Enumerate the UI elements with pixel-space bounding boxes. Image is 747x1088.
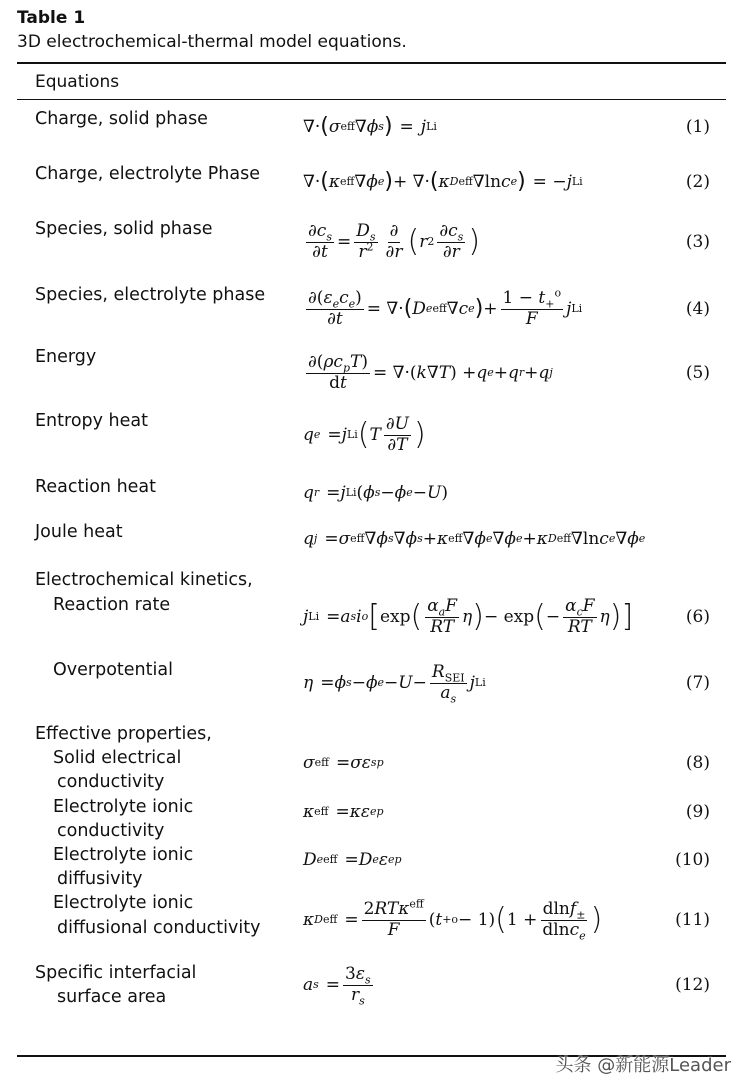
- equation-number-2: (2): [685, 172, 710, 192]
- table-title: Table 1: [17, 8, 86, 28]
- top-rule: [17, 62, 726, 64]
- header-rule: [17, 99, 726, 100]
- equation-5: $\frac{\partial(\rho c_pT)}{dt}$ = ∇·( k ∇ T ) + q e + q r + q j: [308, 351, 553, 393]
- equation-reaction-heat: q r = j Li ( ϕ s − ϕ e − U ): [303, 483, 448, 503]
- label-electrolyte-ionic-diffusivity: Electrolyte ionic: [53, 845, 194, 865]
- equation-number-3: (3): [685, 232, 710, 252]
- label-electrochemical-kinetics: Electrochemical kinetics,: [35, 570, 253, 590]
- label-reaction-rate: Reaction rate: [53, 595, 171, 615]
- equation-number-5: (5): [685, 363, 710, 383]
- label-electrolyte-ionic-diffusional: Electrolyte ionic: [53, 893, 194, 913]
- equation-1: ∇· ( σ eff ∇ ϕ s ) = j Li: [303, 114, 437, 139]
- equation-2: ∇· ( κ eff ∇ ϕ e ) + ∇· ( κ D eff ∇ln c e ) = − j Li: [303, 169, 583, 194]
- equation-8: σ eff = σε s p: [303, 753, 384, 773]
- equation-number-4: (4): [685, 299, 710, 319]
- equation-joule-heat: q j = σ eff ∇ ϕ s ∇ ϕ s + κ eff ∇ ϕ e ∇ ϕ e + κ D eff ∇ln c e ∇ ϕ e: [303, 529, 646, 549]
- label-entropy-heat: Entropy heat: [35, 411, 148, 431]
- label-electrolyte-ionic-conductivity-2: conductivity: [57, 821, 165, 841]
- label-species-electrolyte: Species, electrolyte phase: [35, 285, 266, 305]
- label-energy: Energy: [35, 347, 97, 367]
- equation-entropy-heat: q e = j Li ( T $\frac{\partial U}{\partial T}$ ): [303, 413, 426, 455]
- watermark: 头条 @新能源Leader: [555, 1055, 731, 1076]
- equation-12: a s = $\frac{3\varepsilon_s}{r_s}$: [303, 963, 371, 1007]
- label-electrolyte-ionic-conductivity: Electrolyte ionic: [53, 797, 194, 817]
- equation-10: D e eff = D e ε e p: [303, 850, 402, 870]
- column-header: Equations: [35, 72, 120, 92]
- label-overpotential: Overpotential: [53, 660, 173, 680]
- equation-3: $\frac{\partial c_s}{\partial t}$ = $\frac{D_s}{r^2}$ $\frac{\partial}{\partial r}$ ( r 2 $\frac{\partial c_s}{\partial r}$ ): [308, 220, 481, 262]
- equation-number-6: (6): [685, 607, 710, 627]
- equation-number-7: (7): [685, 673, 710, 693]
- label-specific-interfacial-2: surface area: [57, 987, 167, 1007]
- equation-11: κ D eff = $\frac{2RT\kappa^{eff}}{F}$ ( t + o − 1) ( 1 + $\frac{dlnf_\pm}{dlnc_e}$ ): [303, 897, 603, 942]
- equation-9: κ eff = κε e p: [303, 802, 384, 822]
- label-charge-electrolyte: Charge, electrolyte Phase: [35, 164, 260, 184]
- label-solid-electrical: Solid electrical: [53, 748, 182, 768]
- label-electrolyte-ionic-diffusivity-2: diffusivity: [57, 869, 143, 889]
- table-subtitle: 3D electrochemical-thermal model equations.: [17, 32, 407, 52]
- label-charge-solid: Charge, solid phase: [35, 109, 208, 129]
- equation-number-10: (10): [675, 850, 710, 870]
- label-effective-properties: Effective properties,: [35, 724, 212, 744]
- label-specific-interfacial: Specific interfacial: [35, 963, 197, 983]
- equation-number-11: (11): [675, 910, 710, 930]
- equation-4: $\frac{\partial(\varepsilon_ec_e)}{\partial t}$ = ∇· ( D e eff ∇ c e ) + $\frac{1 - t_+^o}{F}$ j Li: [308, 286, 583, 329]
- equation-6: j Li = a s i o [ exp ( $\frac{\alpha_aF}{RT}$ η ) − exp ( − $\frac{\alpha_cF}{RT}$ η ) ]: [303, 595, 634, 637]
- equation-7: η = ϕ s − ϕ e − U − $\frac{R_{SEI}}{a_s}$ j Li: [303, 661, 486, 705]
- label-reaction-heat: Reaction heat: [35, 477, 157, 497]
- label-solid-electrical-2: conductivity: [57, 772, 165, 792]
- equation-number-12: (12): [675, 975, 710, 995]
- label-electrolyte-ionic-diffusional-2: diffusional conductivity: [57, 918, 261, 938]
- equation-number-1: (1): [685, 117, 710, 137]
- equation-number-9: (9): [685, 802, 710, 822]
- label-species-solid: Species, solid phase: [35, 219, 213, 239]
- equation-number-8: (8): [685, 753, 710, 773]
- label-joule-heat: Joule heat: [35, 522, 123, 542]
